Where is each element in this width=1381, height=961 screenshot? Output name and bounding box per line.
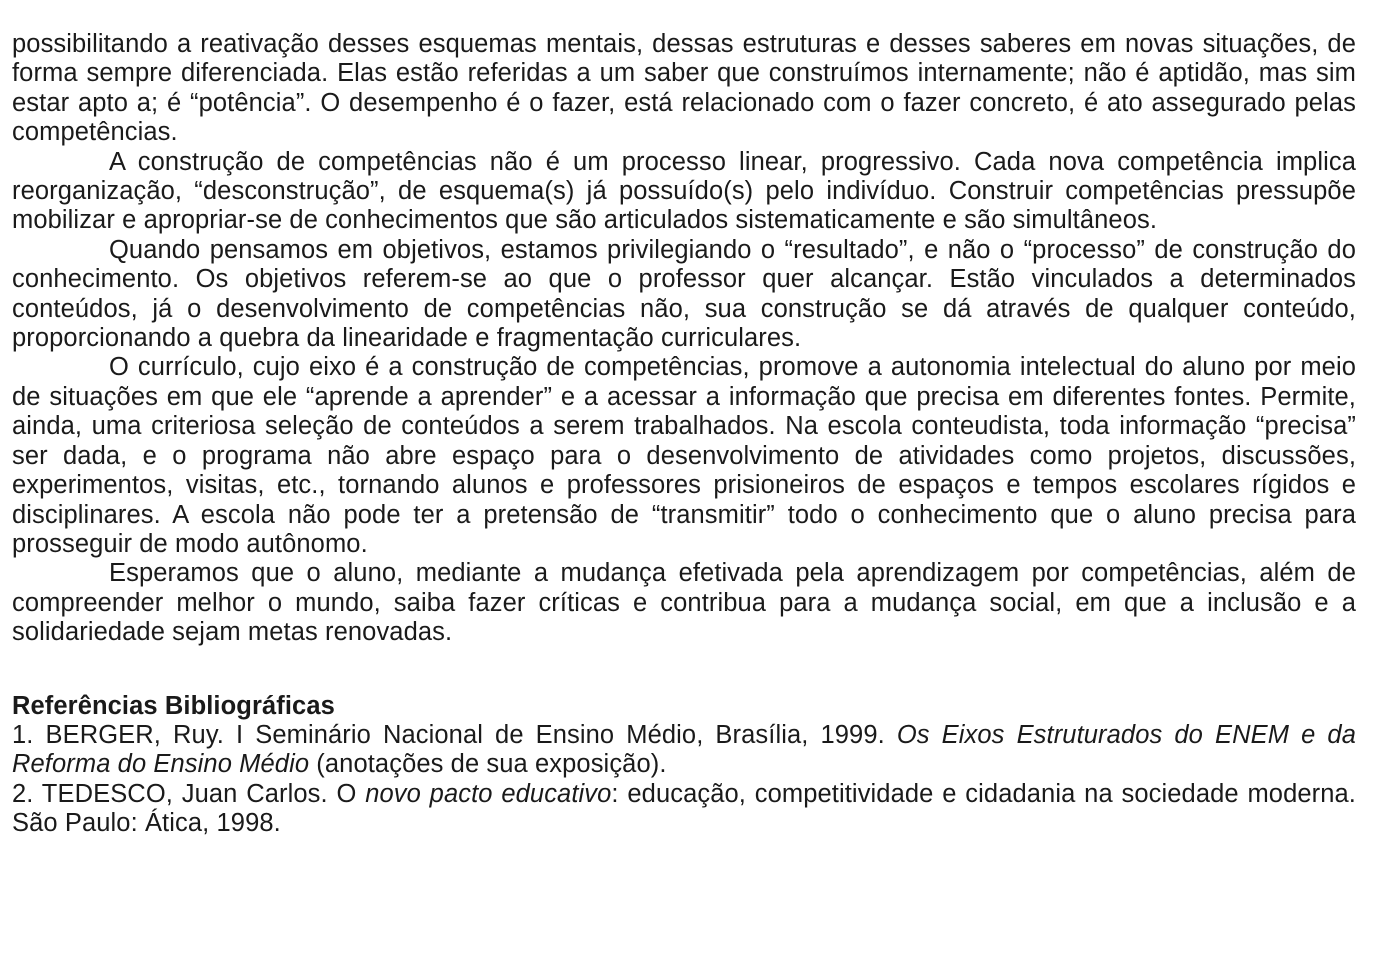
body-paragraph-5: Esperamos que o aluno, mediante a mudança efetivada pela aprendizagem por competências, além de compreender melhor o mundo, saiba fazer críticas e contribua para a mudança social, em que a inclusão e a solidariedade sejam metas renovadas. [12,559,1356,647]
reference-1-title: Os Eixos Estruturados do ENEM e da Reforma do Ensino Médio [12,720,1356,779]
reference-2-tail: : educação, competitividade e cidadania na sociedade moderna. São Paulo: Ática, 1998. [12,779,1356,838]
references-heading: Referências Bibliográficas [12,691,335,720]
body-paragraph-1: possibilitando a reativação desses esquemas mentais, dessas estruturas e desses saberes em novas situações, de forma sempre diferenciada. Elas estão referidas a um saber que construímos internamente; não é aptidão, mas sim estar apto a; é “potência”. O desempenho é o fazer, está relacionado com o fazer concreto, é ato assegurado pelas competências. [12,30,1356,147]
body-paragraph-3: Quando pensamos em objetivos, estamos privilegiando o “resultado”, e não o “processo” de construção do conhecimento. Os objetivos referem-se ao que o professor quer alcançar. Estão vinculados a determinados conteúdos, já o desenvolvimento de competências não, sua construção se dá através de qualquer conteúdo, proporcionando a quebra da linearidade e fragmentação curriculares. [12,235,1356,353]
reference-item-1 [12,721,1356,780]
body-paragraph-2: A construção de competências não é um processo linear, progressivo. Cada nova competência implica reorganização, “desconstrução”, de esquema(s) já possuído(s) pelo indivíduo. Construir competências pressupõe mobilizar e apropriar-se de conhecimentos que são articulados sistematicamente e são simultâneos. [12,147,1356,235]
reference-1-tail: (anotações de sua exposição). [309,750,667,779]
reference-item-2 [12,780,1356,839]
body-paragraph-4: O currículo, cujo eixo é a construção de competências, promove a autonomia intelectual do aluno por meio de situações em que ele “aprende a aprender” e a acessar a informação que precisa em diferentes fontes. Permite, ainda, uma criteriosa seleção de conteúdos a serem trabalhados. Na escola conteudista, toda informação “precisa” ser dada, e o programa não abre espaço para o desenvolvimento de atividades como projetos, discussões, experimentos, visitas, etc., tornando alunos e professores prisioneiros de espaços e tempos escolares rígidos e disciplinares. A escola não pode ter a pretensão de “transmitir” todo o conhecimento que o aluno precisa para prosseguir de modo autônomo. [12,353,1356,558]
document-page [12,30,1356,839]
reference-2-lead: 2. TEDESCO, Juan Carlos. O [12,779,366,808]
reference-2-title: novo pacto educativo [365,779,612,808]
reference-1-lead: 1. BERGER, Ruy. I Seminário Nacional de Ensino Médio, Brasília, 1999. [12,720,897,749]
